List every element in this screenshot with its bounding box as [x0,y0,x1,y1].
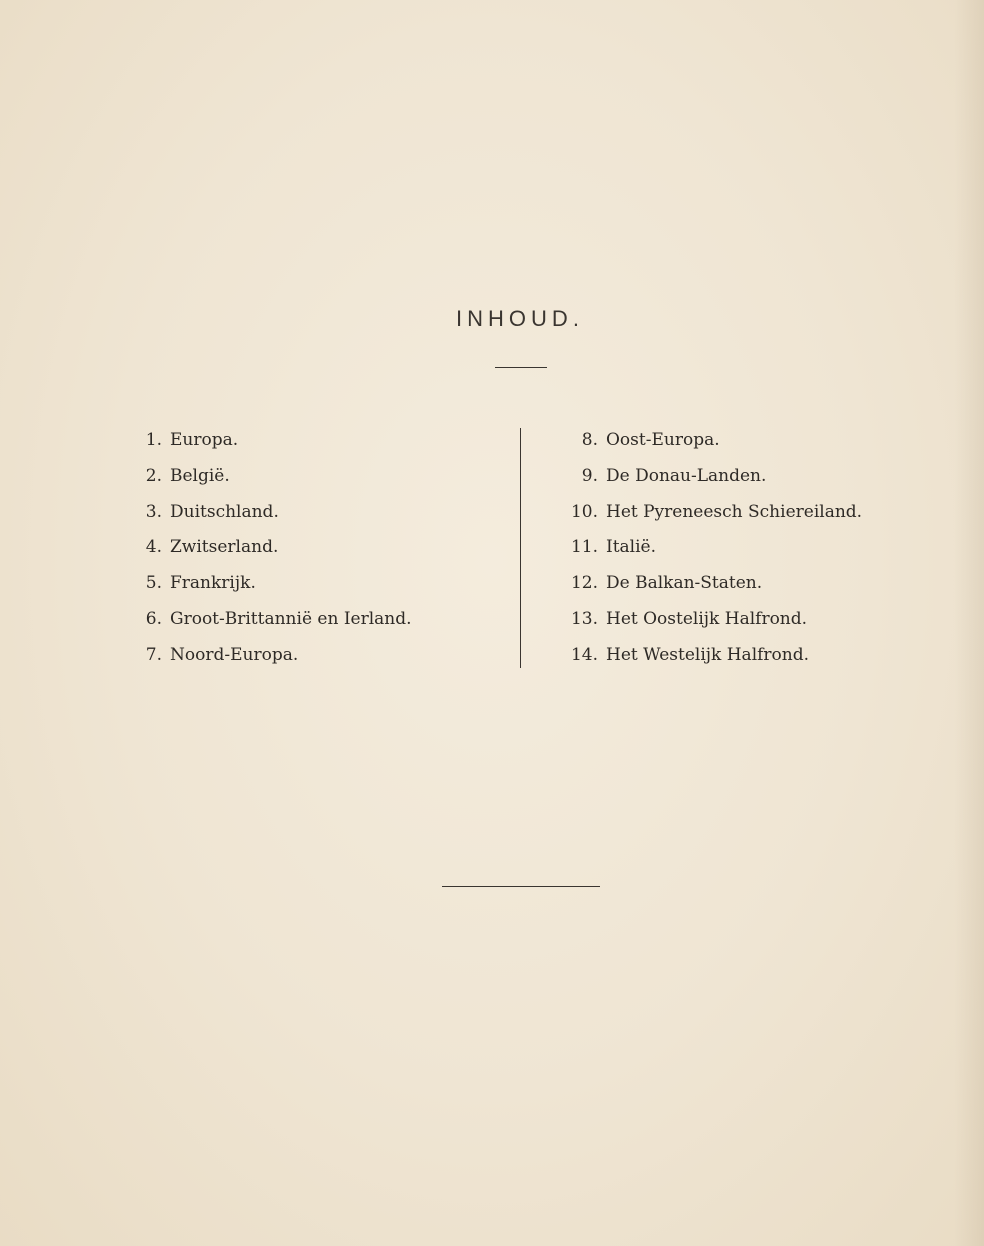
entry-label: Italië. [606,537,657,558]
entry-label: Het Pyreneesch Schiereiland. [606,501,863,522]
entry-number: 4. [145,537,162,558]
entry-number: 1. [145,430,162,450]
entry-number: 7. [145,644,162,665]
entry-label: Duitschland. [170,501,279,522]
title-rule [495,367,547,368]
entry-label: De Donau-Landen. [606,465,767,486]
entry-number: 9. [581,465,598,486]
contents-left-column [130,426,412,677]
entry-label: Het Westelijk Halfrond. [606,644,810,665]
contents-entry [130,498,412,534]
contents-entry [562,498,862,534]
entry-number: 8. [581,430,598,450]
contents-entry [130,426,412,462]
contents-right-column [562,426,862,677]
entry-number: 2. [145,465,162,486]
entry-number: 14. [570,644,598,665]
entry-number: 10. [570,501,598,522]
entry-number: 6. [145,608,162,629]
contents-entry [562,569,862,605]
entry-number: 13. [570,608,598,629]
page-edge-shade [954,0,984,1246]
entry-label: België. [170,465,230,486]
page-title: INHOUD. [456,306,584,331]
entry-label: Noord-Europa. [170,644,299,665]
contents-entry [562,641,862,677]
contents-entry [130,641,412,677]
contents-entry [562,605,862,641]
entry-label: Het Oostelijk Halfrond. [606,608,808,629]
entry-label: Europa. [170,430,239,450]
entry-number: 3. [145,501,162,522]
contents-entry [130,462,412,498]
contents-entry [562,462,862,498]
entry-label: Frankrijk. [170,573,256,594]
entry-label: Oost-Europa. [606,430,720,450]
contents-entry [130,605,412,641]
contents-entry [562,533,862,569]
entry-label: Zwitserland. [170,537,279,558]
entry-number: 5. [145,573,162,594]
entry-number: 12. [570,573,598,594]
entry-number: 11. [570,537,598,558]
contents-entry [130,533,412,569]
contents-entry [562,426,862,462]
column-divider [520,428,521,668]
entry-label: Groot-Brittannië en Ierland. [170,608,412,629]
entry-label: De Balkan-Staten. [606,573,763,594]
footer-rule [442,886,600,887]
contents-entry [130,569,412,605]
